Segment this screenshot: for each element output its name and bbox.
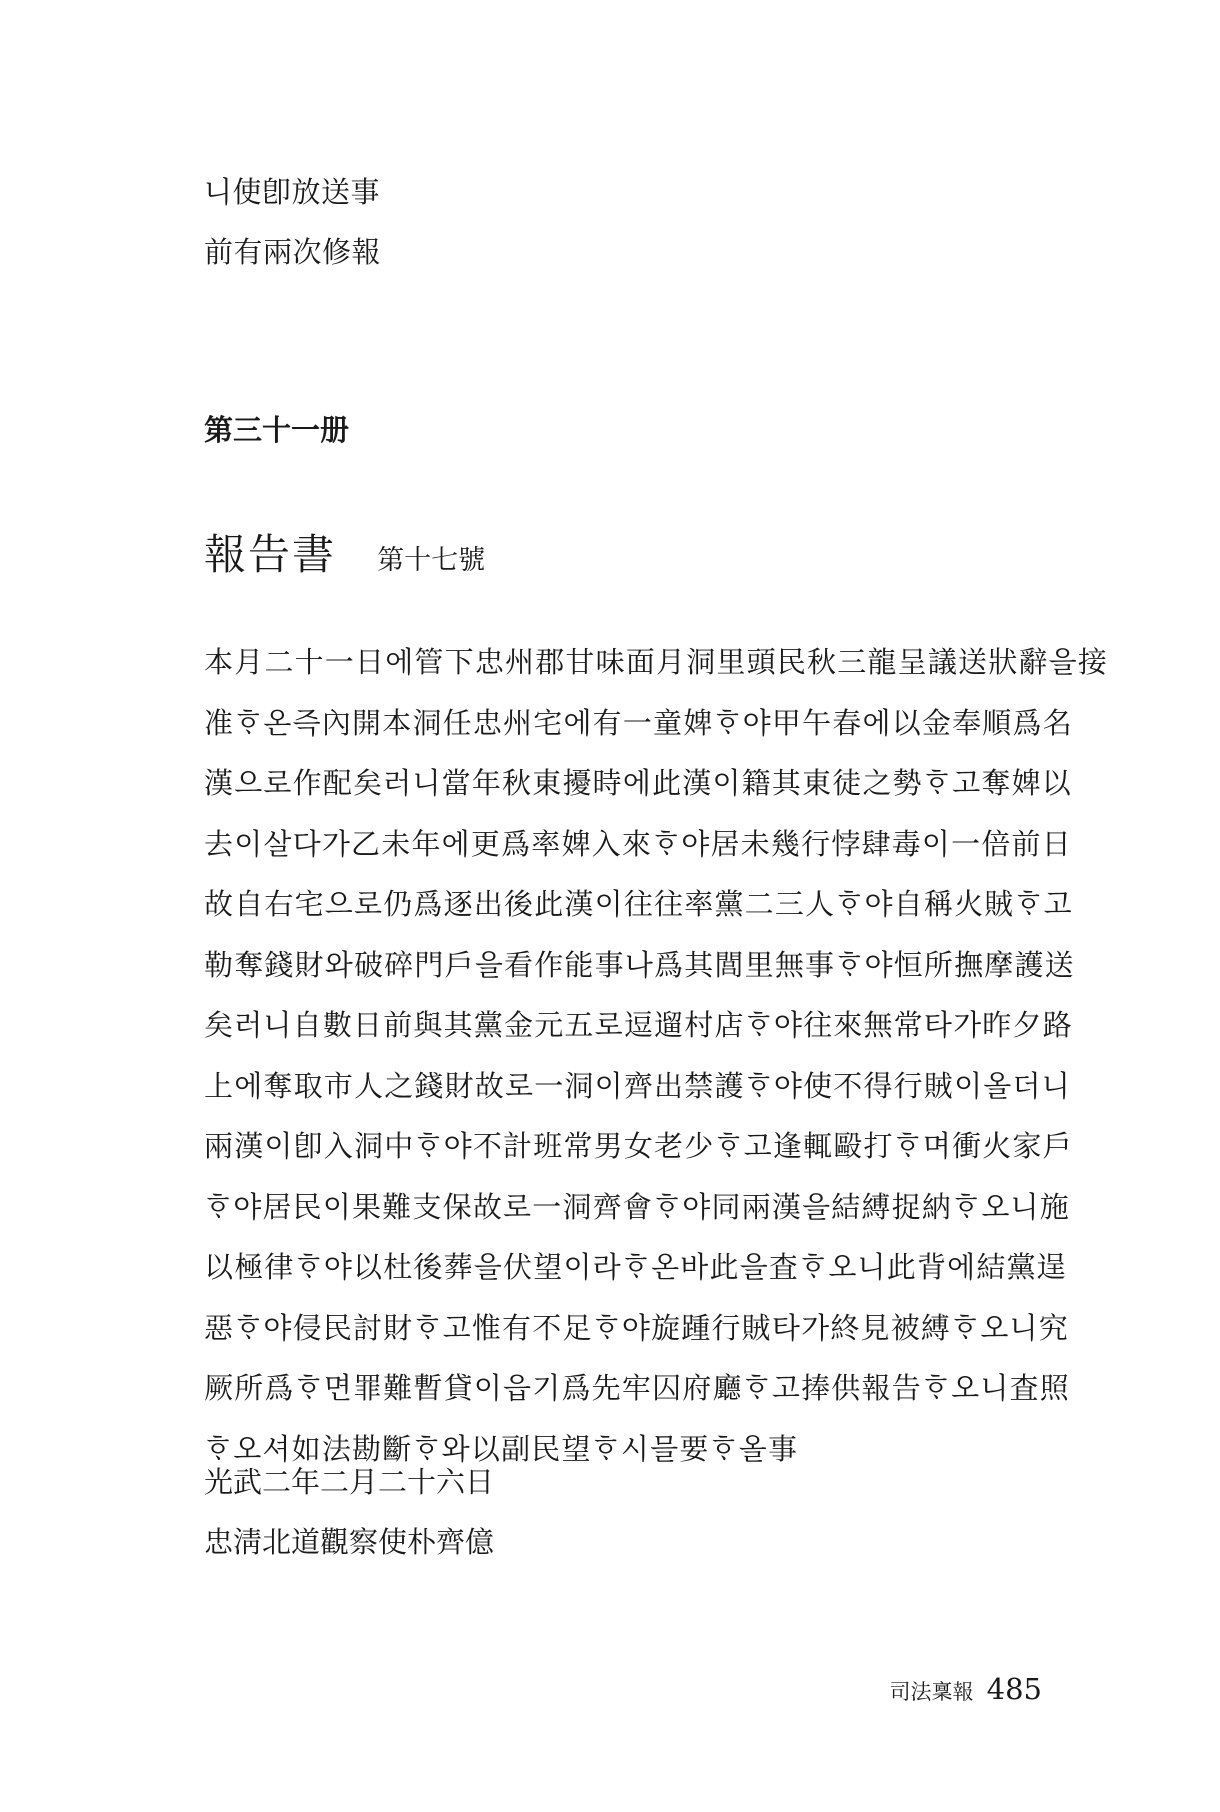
volume-heading: 第三十一册	[204, 413, 350, 447]
body-line: 故自右宅으로仍爲逐出後此漢이往往率黨二三人ᄒᆞ야自稱火賊ᄒᆞ고	[204, 887, 1073, 921]
body-line: 上에奪取市人之錢財故로一洞이齊出禁護ᄒᆞ야使不得行賊이올더니	[204, 1068, 1071, 1103]
body-line: ᄒᆞ야居民이果難支保故로一洞齊會ᄒᆞ야同兩漢을結縛捉納ᄒᆞ오니施	[204, 1189, 1070, 1224]
report-signer: 忠淸北道觀察使朴齊億	[204, 1525, 495, 1559]
body-line: 厥所爲ᄒᆞ면罪難暫貸이읍기爲先牢囚府廳ᄒᆞ고捧供報告ᄒᆞ오니査照	[204, 1371, 1070, 1405]
body-line: 漢으로作配矣러니當年秋東擾時에此漢이籍其東徒之勢ᄒᆞ고奪婢以	[204, 766, 1072, 800]
report-heading	[204, 522, 485, 582]
intro-line-1: 니使卽放送事	[204, 175, 381, 209]
report-title: 報告書	[204, 530, 337, 579]
page-footer	[890, 1672, 1042, 1706]
body-line: 勒奪錢財와破碎門戶을看作能事나爲其閭里無事ᄒᆞ야恒所撫摩護送	[204, 947, 1075, 982]
body-line: 本月二十一日에管下忠州郡甘味面月洞里頭民秋三龍呈議送狀辭을接	[204, 645, 1109, 679]
body-line: 矣러니自數日前與其黨金元五로逗遛村店ᄒᆞ야往來無常타가昨夕路	[204, 1008, 1073, 1042]
report-date: 光武二年二月二十六日	[204, 1465, 495, 1499]
footer-book-title: 司法稟報	[889, 1680, 974, 1704]
page-number: 485	[986, 1672, 1042, 1706]
intro-line-2: 前有兩次修報	[204, 235, 382, 269]
body-line: 惡ᄒᆞ야侵民討財ᄒᆞ고惟有不足ᄒᆞ야旋踵行賊타가終見被縛ᄒᆞ오니究	[204, 1310, 1069, 1345]
report-body	[204, 632, 1109, 1479]
body-line: ᄒᆞ오셔如法勘斷ᄒᆞ와以副民望ᄒᆞ시믈要ᄒᆞ올事	[204, 1431, 799, 1466]
report-number: 第十七號	[377, 545, 486, 576]
body-line: 以極律ᄒᆞ야以杜後葬을伏望이라ᄒᆞ온바此을査ᄒᆞ오니此背에結黨逞	[204, 1250, 1067, 1284]
body-line: 兩漢이卽入洞中ᄒᆞ야不計班常男女老少ᄒᆞ고逢輒毆打ᄒᆞ며衝火家戶	[204, 1129, 1073, 1163]
body-line: 准ᄒᆞ온즉內開本洞任忠州宅에有一童婢ᄒᆞ야甲午春에以金奉順爲名	[204, 705, 1073, 740]
body-line: 去이살다가乙未年에更爲率婢入來ᄒᆞ야居未幾行悖肆毒이一倍前日	[204, 826, 1072, 861]
